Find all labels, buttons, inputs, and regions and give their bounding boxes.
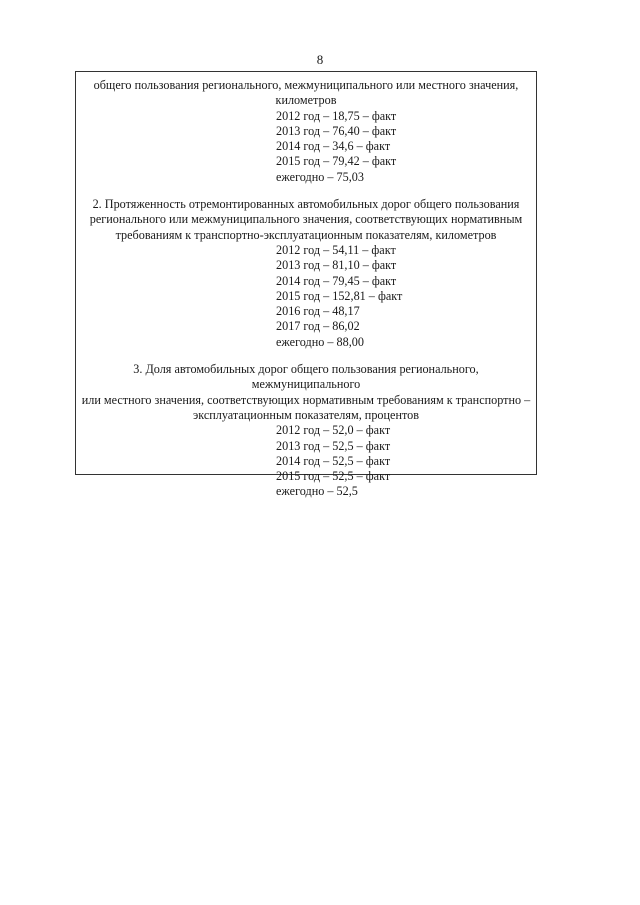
indicator-2-values: [196, 243, 416, 350]
value-line: 2012 год – 52,0 – факт: [276, 423, 391, 438]
value-line: 2012 год – 54,11 – факт: [276, 242, 396, 257]
value-line: 2014 год – 52,5 – факт: [276, 453, 391, 468]
indicator-3-text-line: 3. Доля автомобильных дорог общего пользования регионального, межмуниципального: [133, 362, 479, 392]
indicator-1-values: [196, 109, 416, 185]
indicator-1-text-line: общего пользования регионального, межмуниципального или местного значения,: [93, 78, 519, 92]
value-line: 2017 год – 86,02: [276, 319, 360, 334]
indicators-table-cell: [75, 71, 537, 499]
value-line: 2013 год – 52,5 – факт: [276, 438, 391, 453]
indicator-2-text-line: регионального или межмуниципального значения, соответствующих нормативным: [89, 212, 523, 227]
value-line: 2014 год – 34,6 – факт: [276, 139, 391, 154]
value-line: 2016 год – 48,17: [276, 304, 360, 319]
indicator-block-1: [80, 78, 532, 185]
value-line: ежегодно – 88,00: [276, 334, 364, 349]
value-line: 2012 год – 18,75 – факт: [276, 108, 397, 123]
spacer: [80, 189, 532, 197]
indicator-3-text-line: эксплуатационным показателям, процентов: [193, 407, 419, 422]
indicator-1-text-line: километров: [275, 93, 337, 108]
indicator-2-text-line: требованиям к транспортно-эксплуатационным показателям, километров: [115, 227, 497, 242]
value-line: 2014 год – 79,45 – факт: [276, 273, 397, 288]
value-line: ежегодно – 52,5: [276, 484, 358, 499]
value-line: 2015 год – 79,42 – факт: [276, 154, 397, 169]
value-line: 2015 год – 152,81 – факт: [276, 288, 403, 303]
indicator-3-text-line: или местного значения, соответствующих нормативным требованиям к транспортно –: [81, 392, 531, 407]
indicator-block-2: [80, 197, 532, 350]
page-number: 8: [316, 52, 324, 67]
value-line: 2013 год – 76,40 – факт: [276, 123, 397, 138]
value-line: ежегодно – 75,03: [276, 169, 364, 184]
indicator-block-3: [80, 362, 532, 500]
value-line: 2013 год – 81,10 – факт: [276, 258, 397, 273]
value-line: 2015 год – 52,5 – факт: [276, 469, 391, 484]
spacer: [80, 354, 532, 362]
indicator-2-text-line: 2. Протяженность отремонтированных автомобильных дорог общего пользования: [92, 197, 520, 212]
indicator-3-values: [196, 423, 416, 499]
